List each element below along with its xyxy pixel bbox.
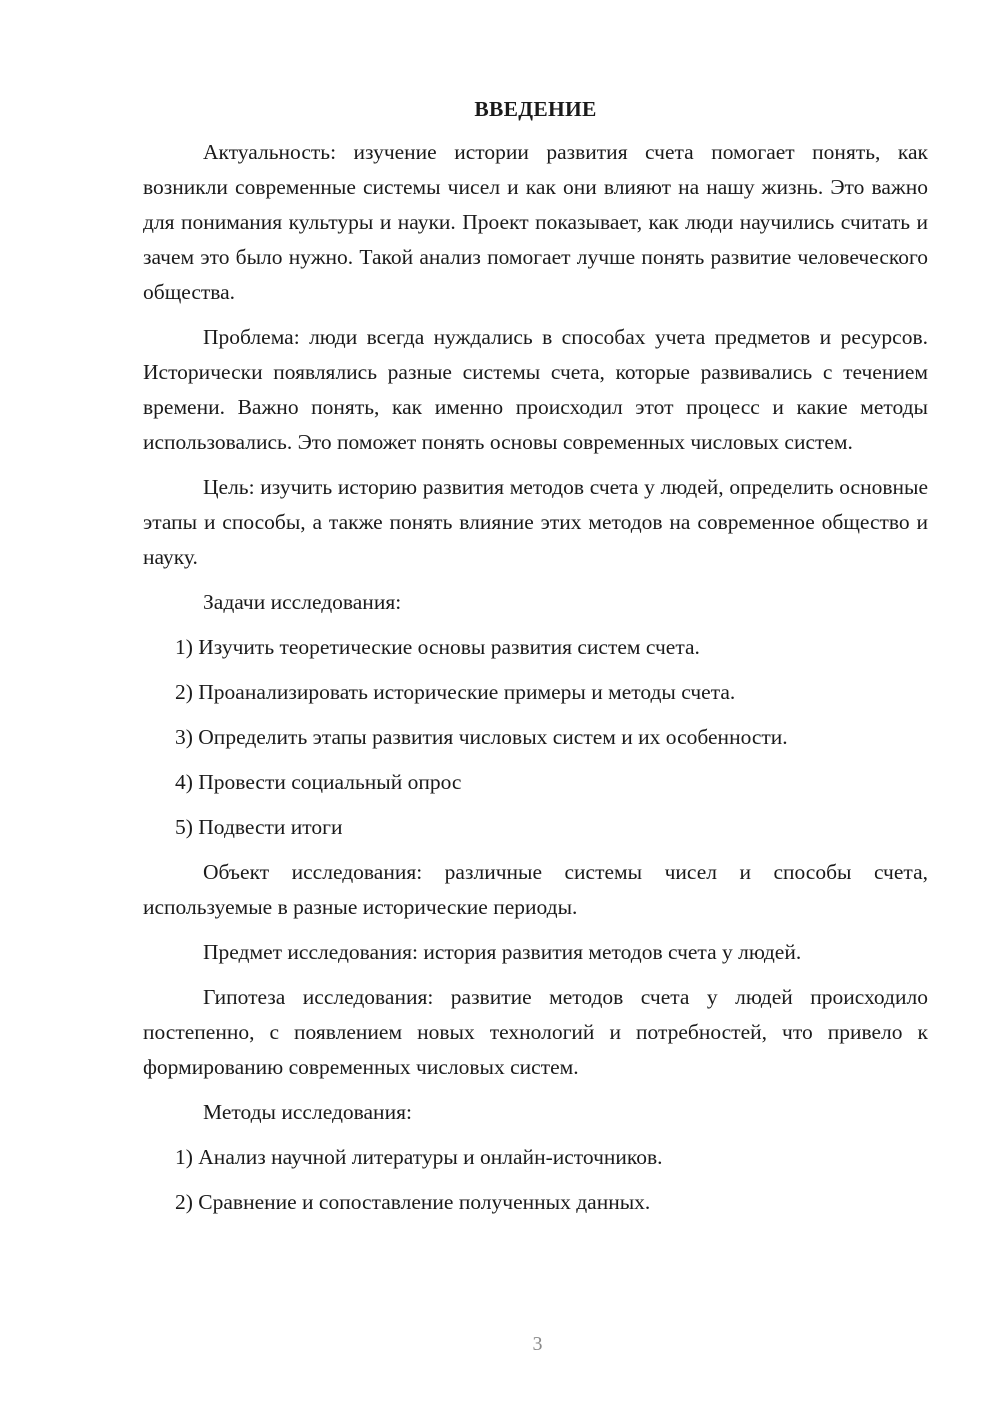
- tasks-heading: Задачи исследования:: [203, 590, 402, 614]
- list-item: 2) Проанализировать исторические примеры и методы счета.: [175, 680, 736, 704]
- methods-list: [143, 1140, 928, 1220]
- relevance-paragraph: Актуальность: изучение истории развития счета помогает понять, как возникли современные системы чисел и как они влияют на нашу жизнь. Это важно для понимания культуры и науки. Проект показывает, как люди научились считать и зачем это было нужно. Такой анализ помогает лучше понять развитие человеческого общества.: [143, 140, 928, 304]
- list-item: 3) Определить этапы развития числовых систем и их особенности.: [175, 725, 788, 749]
- tasks-list: [143, 630, 928, 845]
- problem-paragraph: Проблема: люди всегда нуждались в способах учета предметов и ресурсов. Исторически появлялись разные системы счета, которые развивались с течением времени. Важно понять, как именно происходил этот процесс и какие методы использовались. Это поможет понять основы современных числовых систем.: [143, 325, 928, 454]
- page-title: ВВЕДЕНИЕ: [474, 97, 597, 121]
- list-item: 2) Сравнение и сопоставление полученных данных.: [175, 1190, 651, 1214]
- list-item: 1) Анализ научной литературы и онлайн-источников.: [175, 1145, 663, 1169]
- list-item: 1) Изучить теоретические основы развития систем счета.: [175, 635, 700, 659]
- goal-paragraph: Цель: изучить историю развития методов счета у людей, определить основные этапы и способы, а также понять влияние этих методов на современное общество и науку.: [143, 475, 928, 569]
- hypothesis-paragraph: Гипотеза исследования: развитие методов счета у людей происходило постепенно, с появлением новых технологий и потребностей, что привело к формированию современных числовых систем.: [143, 985, 928, 1079]
- page-number: 3: [532, 1333, 543, 1355]
- subject-paragraph: Предмет исследования: история развития методов счета у людей.: [203, 940, 802, 964]
- document-page: [143, 92, 928, 1230]
- list-item: 4) Провести социальный опрос: [175, 770, 462, 794]
- object-paragraph: Объект исследования: различные системы чисел и способы счета, используемые в разные исторические периоды.: [143, 860, 928, 919]
- list-item: 5) Подвести итоги: [175, 815, 343, 839]
- methods-heading: Методы исследования:: [203, 1100, 412, 1124]
